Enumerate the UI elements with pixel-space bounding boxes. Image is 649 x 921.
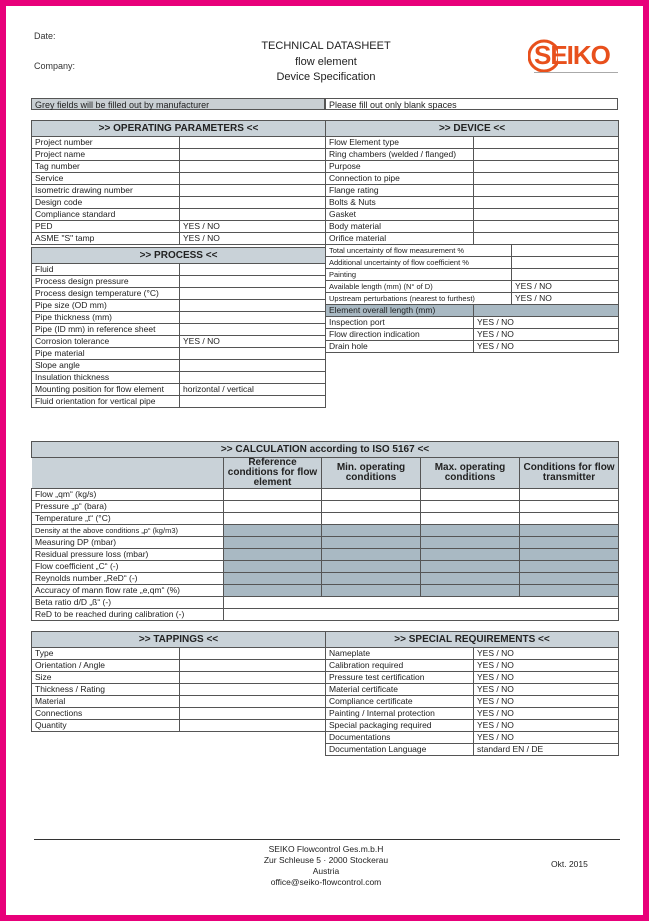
field-value[interactable] bbox=[474, 305, 619, 317]
table-row bbox=[32, 149, 326, 161]
table-row bbox=[326, 341, 619, 353]
field-label: Painting / Internal protection bbox=[326, 708, 474, 720]
table-row bbox=[326, 696, 619, 708]
table-row bbox=[326, 708, 619, 720]
tappings-title: >> TAPPINGS << bbox=[32, 632, 326, 648]
field-label: Material certificate bbox=[326, 684, 474, 696]
field-value[interactable] bbox=[421, 525, 520, 537]
table-row bbox=[32, 197, 326, 209]
field-label: Beta ratio d/D „ß“ (-) bbox=[32, 597, 224, 609]
field-value[interactable] bbox=[224, 537, 322, 549]
field-value[interactable] bbox=[224, 561, 322, 573]
field-label: Pressure „p“ (bara) bbox=[32, 501, 224, 513]
field-label: Service bbox=[32, 173, 180, 185]
field-value[interactable] bbox=[180, 137, 326, 149]
field-label: Compliance certificate bbox=[326, 696, 474, 708]
table-row bbox=[32, 173, 326, 185]
field-value[interactable] bbox=[421, 489, 520, 501]
company-label: Company: bbox=[34, 61, 76, 71]
field-value[interactable] bbox=[322, 585, 421, 597]
field-value[interactable] bbox=[474, 197, 619, 209]
field-value[interactable]: YES / NO bbox=[180, 336, 326, 348]
field-value[interactable] bbox=[180, 288, 326, 300]
field-label: Documentation Language bbox=[326, 744, 474, 756]
field-value[interactable] bbox=[512, 269, 619, 281]
field-label: Ring chambers (welded / flanged) bbox=[326, 149, 474, 161]
field-value[interactable]: YES / NO bbox=[512, 293, 619, 305]
footer-address bbox=[206, 844, 446, 888]
field-value[interactable] bbox=[421, 573, 520, 585]
table-row bbox=[326, 720, 619, 732]
field-label: Temperature „t“ (°C) bbox=[32, 513, 224, 525]
field-value[interactable] bbox=[224, 585, 322, 597]
operating-parameters-title: >> OPERATING PARAMETERS << bbox=[32, 121, 326, 137]
field-label: Nameplate bbox=[326, 648, 474, 660]
field-label: Reynolds number „ReD“ (-) bbox=[32, 573, 224, 585]
field-label: Compliance standard bbox=[32, 209, 180, 221]
table-row bbox=[32, 300, 326, 312]
table-row bbox=[32, 561, 619, 573]
field-value[interactable] bbox=[421, 585, 520, 597]
table-row bbox=[326, 732, 619, 744]
table-row bbox=[32, 696, 326, 708]
table-row bbox=[326, 305, 619, 317]
special-requirements-table bbox=[325, 631, 619, 756]
footer-email[interactable]: office@seiko-flowcontrol.com bbox=[270, 877, 382, 887]
calculation-table bbox=[31, 441, 619, 621]
field-label: ReD to be reached during calibration (-) bbox=[32, 609, 224, 621]
field-label: Flow Element type bbox=[326, 137, 474, 149]
field-value[interactable] bbox=[474, 161, 619, 173]
table-row bbox=[32, 660, 326, 672]
field-value[interactable] bbox=[512, 245, 619, 257]
field-value[interactable] bbox=[421, 513, 520, 525]
tappings-table bbox=[31, 631, 326, 732]
field-value[interactable] bbox=[322, 561, 421, 573]
table-row bbox=[326, 209, 619, 221]
field-value[interactable] bbox=[322, 549, 421, 561]
table-row bbox=[32, 672, 326, 684]
field-label: Corrosion tolerance bbox=[32, 336, 180, 348]
field-label: Size bbox=[32, 672, 180, 684]
field-value[interactable]: YES / NO bbox=[474, 341, 619, 353]
field-value[interactable] bbox=[180, 708, 326, 720]
table-row bbox=[326, 281, 619, 293]
field-value[interactable] bbox=[180, 372, 326, 384]
logo-underline bbox=[534, 72, 618, 83]
field-value[interactable] bbox=[180, 648, 326, 660]
field-value[interactable]: YES / NO bbox=[474, 648, 619, 660]
footer-divider bbox=[34, 839, 620, 840]
footer-company: SEIKO Flowcontrol Ges.m.b.H bbox=[268, 844, 384, 854]
table-row bbox=[326, 149, 619, 161]
field-label: Design code bbox=[32, 197, 180, 209]
seiko-logo: SEIKO bbox=[534, 40, 610, 70]
field-value[interactable] bbox=[180, 324, 326, 336]
field-label: Project name bbox=[32, 149, 180, 161]
field-label: Element overall length (mm) bbox=[326, 305, 474, 317]
table-row bbox=[32, 185, 326, 197]
field-value[interactable]: YES / NO bbox=[474, 708, 619, 720]
field-label: Residual pressure loss (mbar) bbox=[32, 549, 224, 561]
process-title: >> PROCESS << bbox=[32, 248, 326, 264]
table-row bbox=[32, 161, 326, 173]
field-value[interactable] bbox=[421, 537, 520, 549]
field-label: Additional uncertainty of flow coefficient % bbox=[326, 257, 512, 269]
field-label: Pipe material bbox=[32, 348, 180, 360]
field-value[interactable]: standard EN / DE bbox=[474, 744, 619, 756]
field-value[interactable] bbox=[180, 149, 326, 161]
field-value[interactable]: YES / NO bbox=[474, 329, 619, 341]
field-value[interactable] bbox=[322, 537, 421, 549]
table-row bbox=[326, 648, 619, 660]
table-row bbox=[32, 648, 326, 660]
table-row bbox=[326, 684, 619, 696]
field-value[interactable] bbox=[180, 264, 326, 276]
field-value[interactable] bbox=[474, 185, 619, 197]
field-value[interactable] bbox=[512, 257, 619, 269]
table-row bbox=[32, 384, 326, 396]
field-label: Body material bbox=[326, 221, 474, 233]
table-row bbox=[32, 573, 619, 585]
field-value[interactable] bbox=[421, 501, 520, 513]
table-row bbox=[32, 324, 326, 336]
field-value[interactable] bbox=[520, 561, 619, 573]
table-row bbox=[326, 257, 619, 269]
footer-date: Okt. 2015 bbox=[551, 859, 588, 869]
field-label: Pipe size (OD mm) bbox=[32, 300, 180, 312]
table-row bbox=[32, 336, 326, 348]
table-row bbox=[326, 660, 619, 672]
field-value[interactable] bbox=[474, 221, 619, 233]
field-value[interactable] bbox=[322, 489, 421, 501]
field-label: Available length (mm) (N° of D) bbox=[326, 281, 512, 293]
field-label: Slope angle bbox=[32, 360, 180, 372]
field-label: Fluid orientation for vertical pipe bbox=[32, 396, 180, 408]
device-table bbox=[325, 120, 619, 353]
device-title: >> DEVICE << bbox=[326, 121, 619, 137]
field-value[interactable] bbox=[322, 573, 421, 585]
table-row bbox=[326, 161, 619, 173]
table-row bbox=[32, 360, 326, 372]
field-label: Pressure test certification bbox=[326, 672, 474, 684]
table-row bbox=[326, 197, 619, 209]
field-value[interactable] bbox=[520, 501, 619, 513]
table-row bbox=[32, 609, 619, 621]
field-label: Connection to pipe bbox=[326, 173, 474, 185]
field-value[interactable] bbox=[180, 720, 326, 732]
calc-column-header: Max. operating conditions bbox=[421, 458, 520, 489]
calc-column-header: Conditions for flow transmitter bbox=[520, 458, 619, 489]
field-label: Measuring DP (mbar) bbox=[32, 537, 224, 549]
field-value[interactable] bbox=[224, 525, 322, 537]
field-value[interactable]: YES / NO bbox=[474, 672, 619, 684]
field-value[interactable]: YES / NO bbox=[474, 732, 619, 744]
field-value[interactable] bbox=[180, 684, 326, 696]
field-label: Orientation / Angle bbox=[32, 660, 180, 672]
table-row bbox=[32, 585, 619, 597]
field-value[interactable] bbox=[520, 525, 619, 537]
field-value[interactable] bbox=[520, 549, 619, 561]
field-label: Gasket bbox=[326, 209, 474, 221]
field-value[interactable] bbox=[180, 161, 326, 173]
field-label: Upstream perturbations (nearest to furthest) bbox=[326, 293, 512, 305]
calculation-title: >> CALCULATION according to ISO 5167 << bbox=[32, 442, 619, 458]
table-row bbox=[326, 221, 619, 233]
field-value[interactable] bbox=[180, 209, 326, 221]
field-label: Bolts & Nuts bbox=[326, 197, 474, 209]
grey-fields-note: Grey fields will be filled out by manufacturer bbox=[31, 98, 325, 110]
field-label: Flange rating bbox=[326, 185, 474, 197]
field-label: Process design pressure bbox=[32, 276, 180, 288]
field-value[interactable] bbox=[224, 513, 322, 525]
field-label: Insulation thickness bbox=[32, 372, 180, 384]
field-label: Pipe (ID mm) in reference sheet bbox=[32, 324, 180, 336]
field-value[interactable]: YES / NO bbox=[474, 684, 619, 696]
field-value[interactable] bbox=[224, 609, 619, 621]
field-value[interactable] bbox=[180, 276, 326, 288]
field-value[interactable] bbox=[474, 233, 619, 245]
table-row bbox=[32, 537, 619, 549]
table-row bbox=[32, 513, 619, 525]
field-label: Tag number bbox=[32, 161, 180, 173]
calc-column-header: Reference conditions for flow element bbox=[224, 458, 322, 489]
field-value[interactable] bbox=[224, 573, 322, 585]
field-label: Calibration required bbox=[326, 660, 474, 672]
field-label: Type bbox=[32, 648, 180, 660]
field-label: Orifice material bbox=[326, 233, 474, 245]
field-value[interactable] bbox=[180, 696, 326, 708]
field-label: Inspection port bbox=[326, 317, 474, 329]
field-label: Quantity bbox=[32, 720, 180, 732]
field-label: ASME "S" tamp bbox=[32, 233, 180, 245]
table-row bbox=[32, 348, 326, 360]
field-value[interactable] bbox=[520, 585, 619, 597]
table-row bbox=[32, 233, 326, 245]
table-row bbox=[32, 372, 326, 384]
field-value[interactable] bbox=[520, 513, 619, 525]
table-row bbox=[326, 317, 619, 329]
field-label: Connections bbox=[32, 708, 180, 720]
field-value[interactable] bbox=[474, 149, 619, 161]
field-value[interactable]: YES / NO bbox=[474, 317, 619, 329]
field-label: Accuracy of mann flow rate „e,qm“ (%) bbox=[32, 585, 224, 597]
table-row bbox=[32, 276, 326, 288]
field-value[interactable]: YES / NO bbox=[474, 696, 619, 708]
field-value[interactable] bbox=[322, 525, 421, 537]
field-value[interactable] bbox=[180, 672, 326, 684]
field-label: Mounting position for flow element bbox=[32, 384, 180, 396]
field-label: Purpose bbox=[326, 161, 474, 173]
field-value[interactable] bbox=[322, 501, 421, 513]
table-row bbox=[32, 209, 326, 221]
field-value[interactable] bbox=[421, 549, 520, 561]
document-subtitle-1: flow element bbox=[295, 56, 357, 68]
field-label: Density at the above conditions „p“ (kg/m3) bbox=[32, 525, 224, 537]
field-value[interactable]: YES / NO bbox=[180, 233, 326, 245]
table-row bbox=[32, 312, 326, 324]
field-value[interactable] bbox=[180, 173, 326, 185]
field-value[interactable] bbox=[322, 513, 421, 525]
field-label: PED bbox=[32, 221, 180, 233]
special-requirements-title: >> SPECIAL REQUIREMENTS << bbox=[326, 632, 619, 648]
field-label: Isometric drawing number bbox=[32, 185, 180, 197]
table-row bbox=[326, 233, 619, 245]
table-row bbox=[32, 288, 326, 300]
field-label: Drain hole bbox=[326, 341, 474, 353]
field-label: Flow coefficient „C“ (-) bbox=[32, 561, 224, 573]
field-label: Special packaging required bbox=[326, 720, 474, 732]
table-row bbox=[32, 264, 326, 276]
field-value[interactable] bbox=[224, 549, 322, 561]
field-value[interactable] bbox=[474, 209, 619, 221]
field-label: Process design temperature (°C) bbox=[32, 288, 180, 300]
field-value[interactable]: YES / NO bbox=[512, 281, 619, 293]
field-value[interactable] bbox=[224, 489, 322, 501]
field-value[interactable] bbox=[180, 300, 326, 312]
field-value[interactable] bbox=[520, 573, 619, 585]
field-value[interactable] bbox=[180, 660, 326, 672]
footer-street: Zur Schleuse 5 · 2000 Stockerau bbox=[263, 855, 389, 865]
table-row bbox=[32, 137, 326, 149]
field-label: Painting bbox=[326, 269, 512, 281]
datasheet-page bbox=[6, 6, 643, 915]
table-row bbox=[32, 708, 326, 720]
operating-parameters-table bbox=[31, 120, 326, 245]
process-table bbox=[31, 247, 326, 408]
field-label: Flow direction indication bbox=[326, 329, 474, 341]
field-value[interactable] bbox=[474, 137, 619, 149]
footer-country: Austria bbox=[312, 866, 340, 876]
field-value[interactable] bbox=[224, 501, 322, 513]
field-label: Thickness / Rating bbox=[32, 684, 180, 696]
field-value[interactable] bbox=[474, 173, 619, 185]
table-row bbox=[32, 501, 619, 513]
field-value[interactable] bbox=[421, 561, 520, 573]
field-value[interactable] bbox=[520, 537, 619, 549]
field-value[interactable]: YES / NO bbox=[474, 660, 619, 672]
table-row bbox=[32, 489, 619, 501]
field-value[interactable] bbox=[180, 197, 326, 209]
calc-column-header: Min. operating conditions bbox=[322, 458, 421, 489]
field-value[interactable] bbox=[180, 360, 326, 372]
field-label: Material bbox=[32, 696, 180, 708]
table-row bbox=[32, 396, 326, 408]
field-label: Flow „qm“ (kg/s) bbox=[32, 489, 224, 501]
table-row bbox=[326, 293, 619, 305]
table-row bbox=[326, 137, 619, 149]
calc-head-empty bbox=[32, 458, 224, 489]
table-row bbox=[326, 672, 619, 684]
table-row bbox=[32, 684, 326, 696]
table-row bbox=[326, 173, 619, 185]
table-row bbox=[32, 720, 326, 732]
field-value[interactable]: YES / NO bbox=[474, 720, 619, 732]
table-row bbox=[326, 269, 619, 281]
table-row bbox=[32, 597, 619, 609]
field-label: Documentations bbox=[326, 732, 474, 744]
field-value[interactable] bbox=[180, 396, 326, 408]
field-value[interactable] bbox=[180, 185, 326, 197]
field-label: Project number bbox=[32, 137, 180, 149]
table-row bbox=[32, 221, 326, 233]
document-title: TECHNICAL DATASHEET bbox=[261, 40, 391, 52]
table-row bbox=[326, 744, 619, 756]
field-value[interactable] bbox=[520, 489, 619, 501]
field-value[interactable] bbox=[180, 312, 326, 324]
blank-spaces-note: Please fill out only blank spaces bbox=[325, 98, 618, 110]
field-label: Pipe thickness (mm) bbox=[32, 312, 180, 324]
field-value[interactable]: horizontal / vertical bbox=[180, 384, 326, 396]
date-label: Date: bbox=[34, 31, 56, 41]
table-row bbox=[326, 185, 619, 197]
table-row bbox=[32, 525, 619, 537]
field-label: Fluid bbox=[32, 264, 180, 276]
table-row bbox=[326, 329, 619, 341]
field-value[interactable] bbox=[180, 348, 326, 360]
table-row bbox=[32, 549, 619, 561]
table-row bbox=[326, 245, 619, 257]
document-subtitle-2: Device Specification bbox=[276, 71, 376, 83]
field-value[interactable] bbox=[224, 597, 619, 609]
field-label: Total uncertainty of flow measurement % bbox=[326, 245, 512, 257]
field-value[interactable]: YES / NO bbox=[180, 221, 326, 233]
